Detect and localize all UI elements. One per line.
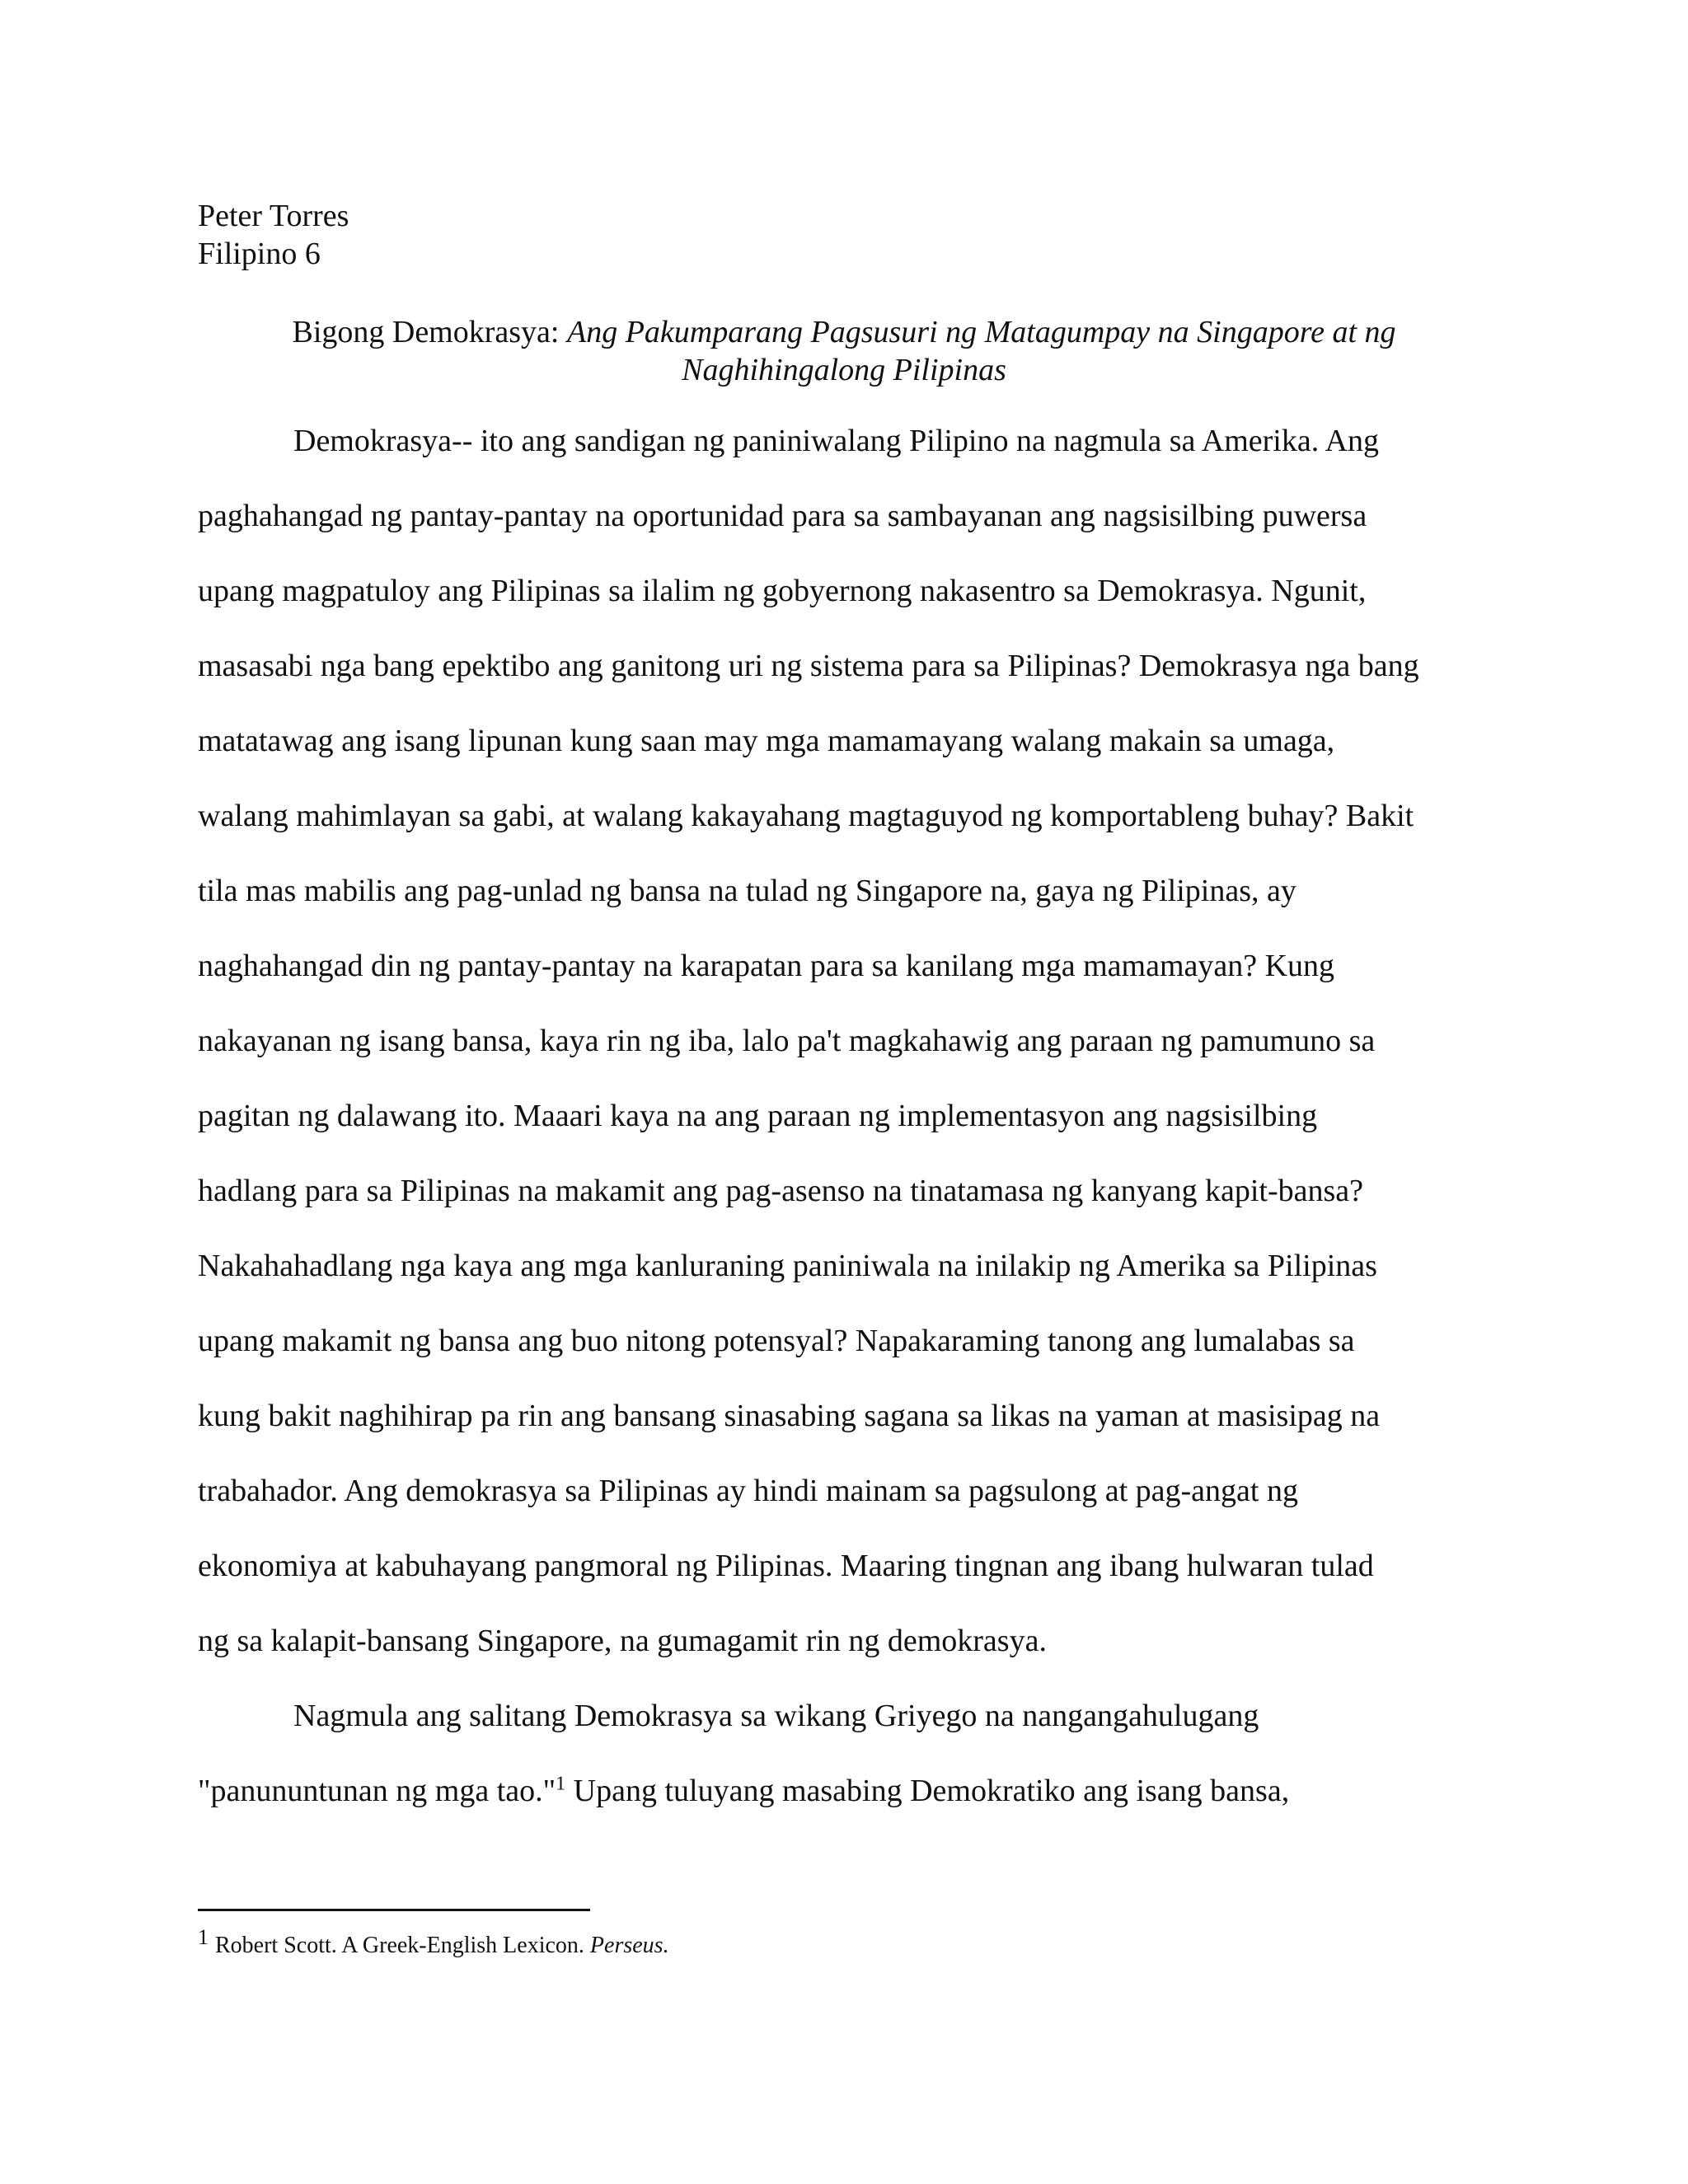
paragraph-1-line: Nakahahadlang nga kaya ang mga kanluraning paniniwala na inilakip ng Amerika sa Pilipinas xyxy=(198,1249,1377,1283)
footnote xyxy=(198,1924,669,1960)
paragraph-2-line xyxy=(198,1772,1289,1810)
paragraph-1-line: ng sa kalapit-bansang Singapore, na gumagamit rin ng demokrasya. xyxy=(198,1624,1047,1658)
course-name: Filipino 6 xyxy=(198,237,321,271)
footnote-reference[interactable]: 1 xyxy=(556,1773,566,1795)
paragraph-1-line: upang magpatuloy ang Pilipinas sa ilalim ng gobyernong nakasentro sa Demokrasya. Ngunit, xyxy=(198,574,1367,608)
paragraph-1-line: nakayanan ng isang bansa, kaya rin ng iba, lalo pa't magkahawig ang paraan ng pamumuno sa xyxy=(198,1024,1376,1058)
essay-title xyxy=(198,313,1490,389)
paragraph-1-line: upang makamit ng bansa ang buo nitong potensyal? Napakaraming tanong ang lumalabas sa xyxy=(198,1324,1355,1358)
paragraph-1-line: trabahador. Ang demokrasya sa Pilipinas ay hindi mainam sa pagsulong at pag-angat ng xyxy=(198,1474,1298,1508)
paragraph-1-line: kung bakit naghihirap pa rin ang bansang sinasabing sagana sa likas na yaman at masisipag na xyxy=(198,1399,1381,1433)
paragraph-1-line: naghahangad din ng pantay-pantay na karapatan para sa kanilang mga mamamayan? Kung xyxy=(198,949,1335,983)
author-name: Peter Torres xyxy=(198,199,349,233)
title-line-1 xyxy=(198,313,1490,351)
paragraph-2-text: Upang tuluyang masabing Demokratiko ang isang bansa, xyxy=(565,1774,1290,1808)
footnote-separator xyxy=(198,1909,590,1911)
paragraph-1-line: ekonomiya at kabuhayang pangmoral ng Pilipinas. Maaring tingnan ang ibang hulwaran tulad xyxy=(198,1549,1374,1583)
paragraph-2-line: Nagmula ang salitang Demokrasya sa wikang Griyego na nangangahulugang xyxy=(293,1699,1259,1733)
paragraph-1-line: Demokrasya-- ito ang sandigan ng paniniwalang Pilipino na nagmula sa Amerika. Ang xyxy=(293,424,1380,458)
footnote-text: Robert Scott. A Greek-English Lexicon. xyxy=(215,1933,590,1958)
title-italic-1: Ang Pakumparang Pagsusuri ng Matagumpay na Singapore at ng xyxy=(566,315,1396,349)
title-line-2 xyxy=(198,351,1490,389)
quoted-definition: "panununtunan ng mga tao." xyxy=(198,1774,556,1808)
paragraph-1-line: matatawag ang isang lipunan kung saan may mga mamamayang walang makain sa umaga, xyxy=(198,724,1335,758)
paragraph-1-line: pagitan ng dalawang ito. Maaari kaya na ang paraan ng implementasyon ang nagsisilbing xyxy=(198,1099,1318,1133)
paragraph-1-line: masasabi nga bang epektibo ang ganitong uri ng sistema para sa Pilipinas? Demokrasya nga bang xyxy=(198,649,1419,683)
footnote-source: Perseus. xyxy=(589,1933,669,1958)
title-plain: Bigong Demokrasya: xyxy=(292,315,567,349)
title-italic-2: Naghihingalong Pilipinas xyxy=(682,353,1006,387)
paragraph-1-line: walang mahimlayan sa gabi, at walang kakayahang magtaguyod ng komportableng buhay? Bakit xyxy=(198,799,1414,833)
paragraph-1-line: hadlang para sa Pilipinas na makamit ang pag-asenso na tinatamasa ng kanyang kapit-bansa? xyxy=(198,1174,1363,1208)
paragraph-1-line: paghahangad ng pantay-pantay na oportunidad para sa sambayanan ang nagsisilbing puwersa xyxy=(198,499,1367,533)
paragraph-1-line: tila mas mabilis ang pag-unlad ng bansa na tulad ng Singapore na, gaya ng Pilipinas, ay xyxy=(198,874,1296,908)
footnote-number: 1 xyxy=(198,1924,209,1949)
